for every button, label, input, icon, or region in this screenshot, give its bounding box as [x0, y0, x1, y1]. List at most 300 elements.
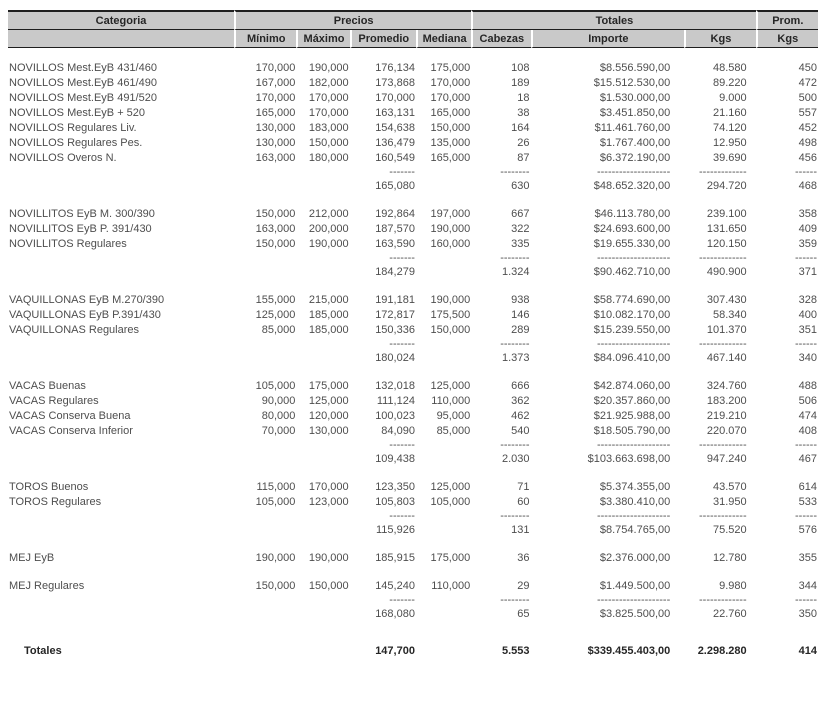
- cell-prom_kgs: ------: [795, 166, 817, 178]
- cell-minimo: [234, 265, 296, 280]
- totals-row: [8, 644, 818, 659]
- cell-promedio: 160,549: [375, 152, 415, 164]
- cell-prom_kgs: 450: [798, 62, 817, 74]
- spacer-cell: [8, 366, 818, 379]
- cell-importe: --------------------: [596, 338, 671, 350]
- cell-categoria: Totales: [24, 645, 62, 657]
- cell-cabezas: 18: [517, 92, 530, 104]
- cell-importe: $19.655.330,00: [593, 238, 671, 250]
- cell-cabezas: 289: [511, 324, 530, 336]
- cell-prom_kgs: 359: [798, 238, 817, 250]
- cell-importe: $3.380.410,00: [599, 496, 671, 508]
- cell-promedio: 147,700: [375, 645, 415, 657]
- table-row: [8, 76, 818, 91]
- cell-prom_kgs: 506: [798, 395, 817, 407]
- cell-minimo: [234, 338, 296, 351]
- cell-maximo: 185,000: [308, 324, 349, 336]
- spacer-row: [8, 622, 818, 644]
- cell-maximo: 130,000: [308, 425, 349, 437]
- cell-kgs: 294.720: [706, 180, 747, 192]
- cell-cabezas: 938: [511, 294, 530, 306]
- cell-prom_kgs: 452: [798, 122, 817, 134]
- cell-minimo: 125,000: [255, 309, 296, 321]
- cell-prom_kgs: ------: [795, 439, 817, 451]
- cell-mediana: 165,000: [430, 152, 471, 164]
- cell-cabezas: 87: [517, 152, 530, 164]
- cell-mediana: 135,000: [430, 137, 471, 149]
- cell-kgs: 131.650: [706, 223, 747, 235]
- cell-mediana: [416, 510, 471, 523]
- cell-cabezas: 630: [511, 180, 530, 192]
- cell-categoria: NOVILLOS Regulares Pes.: [9, 137, 143, 149]
- cell-promedio: 191,181: [375, 294, 415, 306]
- cell-importe: $11.461.760,00: [594, 122, 671, 134]
- cell-cabezas: 322: [511, 223, 530, 235]
- cell-minimo: 163,000: [255, 223, 296, 235]
- cell-maximo: 170,000: [308, 92, 349, 104]
- cell-minimo: 105,000: [255, 496, 296, 508]
- cell-promedio: 163,590: [375, 238, 415, 250]
- cell-mediana: 175,500: [430, 309, 471, 321]
- cell-prom_kgs: 414: [798, 645, 817, 657]
- cell-prom_kgs: 468: [798, 180, 817, 192]
- cell-categoria: [8, 179, 234, 194]
- cell-minimo: 190,000: [255, 552, 296, 564]
- cell-kgs: 2.298.280: [697, 645, 747, 657]
- cell-kgs: 9.980: [719, 580, 747, 592]
- cell-kgs: -------------: [699, 338, 747, 350]
- cell-importe: $6.372.190,00: [599, 152, 671, 164]
- table-row: [8, 136, 818, 151]
- cell-categoria: MEJ Regulares: [9, 580, 85, 592]
- cell-minimo: 170,000: [255, 62, 296, 74]
- cell-promedio: -------: [389, 439, 415, 451]
- cell-minimo: [234, 439, 296, 452]
- spacer-row: [8, 538, 818, 551]
- cell-prom_kgs: ------: [795, 510, 817, 522]
- cell-maximo: 212,000: [308, 208, 349, 220]
- header-categoria-blank: [8, 30, 234, 48]
- cell-promedio: 115,926: [376, 524, 415, 536]
- table-row: [8, 222, 818, 237]
- cell-importe: $2.376.000,00: [599, 552, 671, 564]
- cell-prom_kgs: 467: [798, 453, 817, 465]
- cell-importe: $8.754.765,00: [599, 524, 671, 536]
- cell-importe: $103.663.698,00: [587, 453, 671, 465]
- cell-maximo: 185,000: [308, 309, 349, 321]
- cell-maximo: 125,000: [308, 395, 349, 407]
- cell-categoria: [8, 351, 234, 366]
- cell-categoria: [8, 166, 234, 179]
- header-precios-group: Precios: [234, 10, 471, 30]
- cell-categoria: VAQUILLONAS EyB P.391/430: [9, 309, 161, 321]
- cell-importe: $339.455.403,00: [587, 645, 671, 657]
- table-row: [8, 579, 818, 594]
- cell-mediana: [416, 351, 471, 366]
- cell-cabezas: 666: [511, 380, 530, 392]
- cell-prom_kgs: 340: [798, 352, 817, 364]
- cell-prom_kgs: ------: [795, 594, 817, 606]
- cell-minimo: 130,000: [255, 122, 296, 134]
- cell-importe: $15.239.550,00: [593, 324, 671, 336]
- cell-categoria: NOVILLOS Overos N.: [9, 152, 117, 164]
- cell-maximo: 175,000: [308, 380, 349, 392]
- cell-cabezas: 29: [517, 580, 530, 592]
- dash-row: [8, 594, 818, 607]
- cell-kgs: 219.210: [706, 410, 747, 422]
- cell-prom_kgs: 557: [798, 107, 817, 119]
- cell-categoria: VACAS Buenas: [9, 380, 86, 392]
- cell-maximo: [296, 452, 349, 467]
- cell-cabezas: 146: [511, 309, 530, 321]
- cell-categoria: NOVILLITOS EyB M. 300/390: [9, 208, 155, 220]
- cell-kgs: 467.140: [706, 352, 747, 364]
- dash-row: [8, 252, 818, 265]
- cell-kgs: 43.570: [712, 481, 747, 493]
- cell-mediana: [416, 607, 471, 622]
- header-minimo: Mínimo: [234, 30, 296, 48]
- cell-cabezas: 5.553: [501, 645, 530, 657]
- cell-categoria: VACAS Regulares: [9, 395, 99, 407]
- cell-minimo: 163,000: [255, 152, 296, 164]
- cell-cabezas: 71: [517, 481, 530, 493]
- cell-categoria: [8, 439, 234, 452]
- cell-cabezas: 540: [511, 425, 530, 437]
- dash-row: [8, 166, 818, 179]
- cell-maximo: 180,000: [308, 152, 349, 164]
- cell-promedio: 170,000: [375, 92, 415, 104]
- cell-categoria: TOROS Buenos: [9, 481, 89, 493]
- cell-prom_kgs: 358: [798, 208, 817, 220]
- cell-prom_kgs: 400: [798, 309, 817, 321]
- cell-promedio: 105,803: [375, 496, 415, 508]
- cell-importe: $1.530.000,00: [599, 92, 671, 104]
- table-header: [8, 10, 818, 48]
- cell-categoria: [8, 510, 234, 523]
- cell-categoria: TOROS Regulares: [9, 496, 102, 508]
- cell-categoria: VAQUILLONAS EyB M.270/390: [9, 294, 165, 306]
- cell-importe: $46.113.780,00: [594, 208, 671, 220]
- cell-mediana: 170,000: [430, 77, 471, 89]
- cell-prom_kgs: ------: [795, 338, 817, 350]
- subtotal-row: [8, 452, 818, 467]
- cell-categoria: [8, 265, 234, 280]
- cell-importe: $21.925.988,00: [593, 410, 671, 422]
- cell-importe: --------------------: [596, 510, 671, 522]
- cell-minimo: 130,000: [255, 137, 296, 149]
- cell-categoria: NOVILLITOS EyB P. 391/430: [9, 223, 152, 235]
- cell-promedio: 154,638: [375, 122, 415, 134]
- header-mediana: Mediana: [416, 30, 471, 48]
- cell-promedio: 184,279: [375, 266, 415, 278]
- spacer-row: [8, 366, 818, 379]
- cell-kgs: 490.900: [706, 266, 747, 278]
- cell-minimo: 150,000: [255, 580, 296, 592]
- cell-cabezas: --------: [500, 594, 530, 606]
- cell-maximo: 150,000: [308, 137, 349, 149]
- cell-categoria: NOVILLOS Mest.EyB 461/490: [9, 77, 157, 89]
- cell-kgs: 39.690: [712, 152, 747, 164]
- cell-kgs: 89.220: [712, 77, 747, 89]
- cell-importe: $84.096.410,00: [593, 352, 671, 364]
- cell-importe: $48.652.320,00: [593, 180, 671, 192]
- cell-maximo: 190,000: [308, 62, 349, 74]
- cell-prom_kgs: 408: [798, 425, 817, 437]
- cell-importe: $58.774.690,00: [593, 294, 671, 306]
- spacer-row: [8, 566, 818, 579]
- cell-minimo: 165,000: [255, 107, 296, 119]
- cell-minimo: [234, 644, 296, 659]
- cell-categoria: NOVILLITOS Regulares: [9, 238, 127, 250]
- cell-kgs: 120.150: [706, 238, 747, 250]
- cell-maximo: [296, 166, 349, 179]
- cell-cabezas: --------: [500, 252, 530, 264]
- cell-prom_kgs: 328: [798, 294, 817, 306]
- cell-kgs: -------------: [699, 510, 747, 522]
- cell-maximo: [296, 351, 349, 366]
- header-cabezas: Cabezas: [471, 30, 530, 48]
- cell-promedio: 109,438: [375, 453, 415, 465]
- table-row: [8, 323, 818, 338]
- subtotal-row: [8, 265, 818, 280]
- header-totales-group: Totales: [471, 10, 755, 30]
- cell-mediana: 160,000: [430, 238, 471, 250]
- cell-importe: $3.451.850,00: [599, 107, 671, 119]
- cell-kgs: 31.950: [712, 496, 747, 508]
- cell-minimo: [234, 452, 296, 467]
- subtotal-row: [8, 523, 818, 538]
- cell-prom_kgs: 350: [798, 608, 817, 620]
- spacer-row: [8, 280, 818, 293]
- cell-prom_kgs: 409: [798, 223, 817, 235]
- cell-minimo: 155,000: [255, 294, 296, 306]
- cell-importe: $8.556.590,00: [599, 62, 671, 74]
- cell-importe: $3.825.500,00: [599, 608, 671, 620]
- cell-cabezas: 60: [517, 496, 530, 508]
- cell-importe: $1.449.500,00: [599, 580, 671, 592]
- cell-prom_kgs: 456: [798, 152, 817, 164]
- spacer-cell: [8, 566, 818, 579]
- table-row: [8, 151, 818, 166]
- table-row: [8, 480, 818, 495]
- table-row: [8, 394, 818, 409]
- cell-minimo: [234, 607, 296, 622]
- cell-cabezas: 335: [511, 238, 530, 250]
- cell-minimo: 70,000: [261, 425, 296, 437]
- cell-minimo: 115,000: [256, 481, 296, 493]
- table-body: [8, 48, 818, 659]
- cell-cabezas: 189: [511, 77, 530, 89]
- table-row: [8, 308, 818, 323]
- cell-minimo: 80,000: [261, 410, 296, 422]
- cell-minimo: 150,000: [255, 208, 296, 220]
- cell-maximo: [296, 510, 349, 523]
- cell-maximo: [296, 439, 349, 452]
- cell-categoria: [8, 338, 234, 351]
- cell-prom_kgs: 498: [798, 137, 817, 149]
- cell-mediana: [416, 252, 471, 265]
- cell-kgs: 947.240: [706, 453, 747, 465]
- spacer-row: [8, 194, 818, 207]
- table-row: [8, 424, 818, 439]
- table-row: [8, 91, 818, 106]
- cell-prom_kgs: 488: [798, 380, 817, 392]
- cell-categoria: [8, 607, 234, 622]
- cell-cabezas: --------: [500, 166, 530, 178]
- cell-prom_kgs: 500: [798, 92, 817, 104]
- cell-promedio: 145,240: [375, 580, 415, 592]
- cell-prom_kgs: ------: [795, 252, 817, 264]
- cell-maximo: 183,000: [308, 122, 349, 134]
- cell-promedio: 180,024: [375, 352, 415, 364]
- cell-kgs: -------------: [699, 594, 747, 606]
- cell-prom_kgs: 576: [798, 524, 817, 536]
- cell-mediana: 125,000: [430, 481, 471, 493]
- cell-minimo: [234, 179, 296, 194]
- header-prom-kgs: Kgs: [756, 30, 818, 48]
- cell-promedio: -------: [389, 510, 415, 522]
- cell-importe: $1.767.400,00: [599, 137, 671, 149]
- cell-importe: $15.512.530,00: [593, 77, 671, 89]
- cell-kgs: -------------: [699, 166, 747, 178]
- cell-kgs: 220.070: [706, 425, 747, 437]
- cell-promedio: -------: [389, 338, 415, 350]
- header-categoria: Categoria: [8, 10, 234, 30]
- cell-promedio: 84,090: [381, 425, 415, 437]
- cell-minimo: [234, 252, 296, 265]
- cell-cabezas: --------: [500, 338, 530, 350]
- dash-row: [8, 338, 818, 351]
- header-prom-group: Prom.: [756, 10, 818, 30]
- cell-importe: $42.874.060,00: [593, 380, 671, 392]
- cell-kgs: 307.430: [706, 294, 747, 306]
- cell-cabezas: 65: [517, 608, 530, 620]
- cell-maximo: [296, 265, 349, 280]
- cell-cabezas: 38: [517, 107, 530, 119]
- cell-mediana: 175,000: [430, 62, 471, 74]
- cell-minimo: [234, 594, 296, 607]
- subtotal-row: [8, 351, 818, 366]
- cell-prom_kgs: 474: [798, 410, 817, 422]
- cell-cabezas: 1.324: [501, 266, 530, 278]
- cell-promedio: 111,124: [376, 395, 415, 407]
- cell-minimo: 85,000: [261, 324, 296, 336]
- cell-maximo: [296, 594, 349, 607]
- spacer-row: [8, 467, 818, 480]
- table-row: [8, 293, 818, 308]
- cell-promedio: -------: [389, 252, 415, 264]
- cell-cabezas: --------: [500, 510, 530, 522]
- cell-mediana: [416, 523, 471, 538]
- header-maximo: Máximo: [296, 30, 349, 48]
- cell-promedio: 192,864: [375, 208, 415, 220]
- cell-mediana: 110,000: [431, 395, 471, 407]
- cell-categoria: [8, 252, 234, 265]
- table-row: [8, 495, 818, 510]
- cell-mediana: [416, 166, 471, 179]
- cell-mediana: 125,000: [430, 380, 471, 392]
- subtotal-row: [8, 179, 818, 194]
- table-row: [8, 551, 818, 566]
- cell-maximo: [296, 607, 349, 622]
- cell-maximo: 170,000: [308, 107, 349, 119]
- cell-promedio: 132,018: [375, 380, 415, 392]
- cell-categoria: [8, 523, 234, 538]
- cell-kgs: 21.160: [712, 107, 747, 119]
- cell-prom_kgs: 533: [798, 496, 817, 508]
- cell-promedio: 185,915: [375, 552, 415, 564]
- cell-kgs: 239.100: [706, 208, 747, 220]
- table-row: [8, 379, 818, 394]
- cell-cabezas: 36: [517, 552, 530, 564]
- cell-mediana: 150,000: [430, 324, 471, 336]
- table-row: [8, 409, 818, 424]
- cell-maximo: 182,000: [308, 77, 349, 89]
- cell-maximo: 215,000: [308, 294, 349, 306]
- cell-mediana: [416, 594, 471, 607]
- cell-importe: --------------------: [596, 252, 671, 264]
- table-row: [8, 237, 818, 252]
- cell-cabezas: 108: [511, 62, 530, 74]
- cell-importe: $5.374.355,00: [599, 481, 671, 493]
- cell-promedio: 123,350: [375, 481, 415, 493]
- header-kgs: Kgs: [684, 30, 755, 48]
- cell-cabezas: 462: [511, 410, 530, 422]
- cell-mediana: [416, 452, 471, 467]
- cell-importe: $20.357.860,00: [593, 395, 671, 407]
- cell-mediana: 197,000: [430, 208, 471, 220]
- price-report-table: [8, 10, 818, 659]
- cell-categoria: [8, 452, 234, 467]
- cell-promedio: 150,336: [375, 324, 415, 336]
- cell-kgs: 22.760: [712, 608, 747, 620]
- cell-promedio: 187,570: [375, 223, 415, 235]
- cell-promedio: 172,817: [375, 309, 415, 321]
- cell-cabezas: 1.373: [501, 352, 530, 364]
- cell-maximo: 123,000: [308, 496, 349, 508]
- cell-maximo: [296, 338, 349, 351]
- header-group-row: [8, 10, 818, 30]
- cell-cabezas: 2.030: [501, 453, 530, 465]
- header-promedio: Promedio: [350, 30, 416, 48]
- cell-importe: $10.082.170,00: [593, 309, 671, 321]
- cell-mediana: [416, 644, 471, 659]
- cell-mediana: [416, 265, 471, 280]
- cell-kgs: -------------: [699, 439, 747, 451]
- spacer-cell: [8, 538, 818, 551]
- cell-categoria: NOVILLOS Mest.EyB 431/460: [9, 62, 157, 74]
- cell-promedio: 136,479: [375, 137, 415, 149]
- cell-minimo: [234, 166, 296, 179]
- spacer-cell: [8, 194, 818, 207]
- cell-minimo: [234, 510, 296, 523]
- cell-importe: $24.693.600,00: [593, 223, 671, 235]
- cell-promedio: 168,080: [375, 608, 415, 620]
- cell-mediana: 95,000: [436, 410, 471, 422]
- cell-categoria: VAQUILLONAS Regulares: [9, 324, 140, 336]
- cell-prom_kgs: 472: [798, 77, 817, 89]
- cell-kgs: 58.340: [712, 309, 747, 321]
- cell-mediana: [416, 338, 471, 351]
- cell-maximo: [296, 179, 349, 194]
- cell-prom_kgs: 355: [798, 552, 817, 564]
- cell-promedio: 100,023: [375, 410, 415, 422]
- cell-maximo: 120,000: [308, 410, 349, 422]
- cell-kgs: 12.950: [712, 137, 747, 149]
- cell-cabezas: 131: [511, 524, 530, 536]
- cell-prom_kgs: 371: [798, 266, 817, 278]
- cell-maximo: 190,000: [308, 238, 349, 250]
